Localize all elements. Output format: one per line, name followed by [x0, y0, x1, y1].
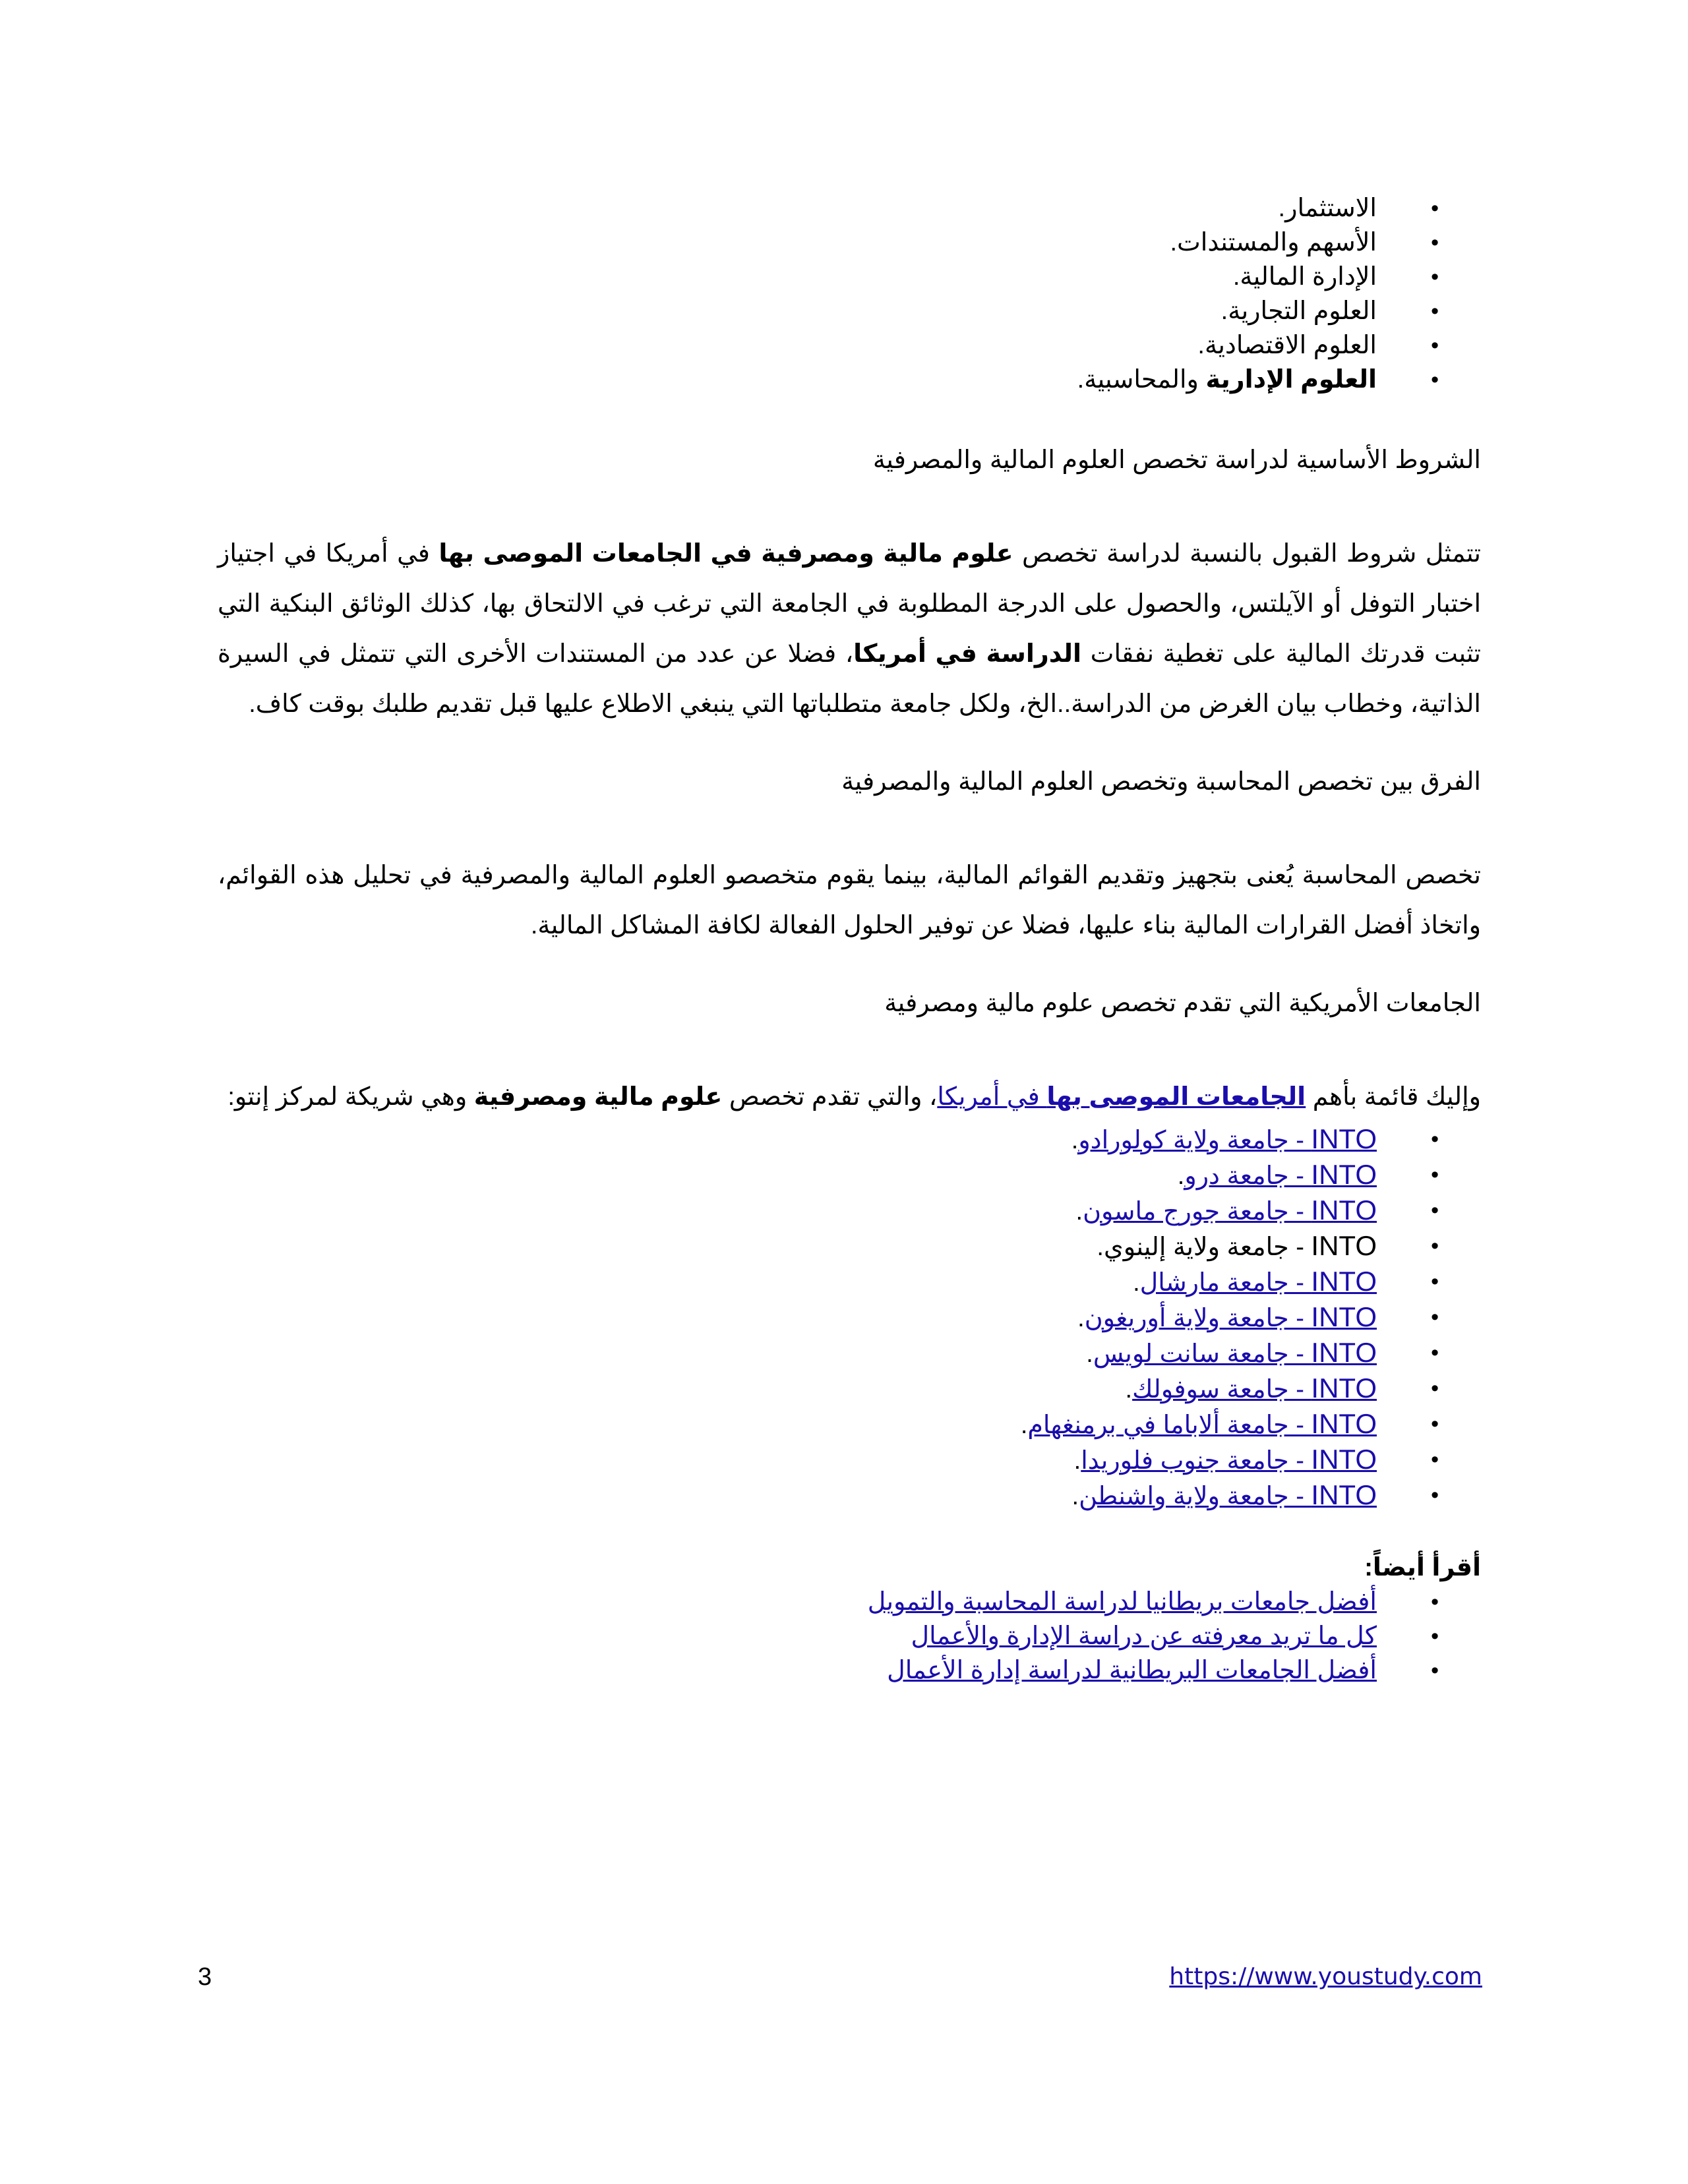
text-run: ، والتي تقدم تخصص	[722, 1083, 938, 1111]
university-name: - جامعة مارشال	[1139, 1269, 1311, 1297]
list-item: • INTO - جامعة سوفولك.	[218, 1371, 1481, 1407]
page-footer	[0, 1963, 1688, 2003]
list-item: • العلوم التجارية.	[218, 294, 1481, 328]
list-item: • الاستثمار.	[218, 191, 1481, 225]
text-run: تتمثل شروط القبول بالنسبة لدراسة تخصص	[1013, 540, 1482, 568]
university-name: - جامعة جورج ماسون	[1083, 1198, 1311, 1225]
list-item: • INTO - جامعة ولاية كولورادو.	[218, 1122, 1481, 1158]
into-label: INTO	[1311, 1337, 1377, 1368]
list-item-text: والمحاسبية.	[1077, 366, 1206, 394]
text-run: في أمريكا في اجتياز اختبار التوفل أو الآيلتس، والحصول على الدرجة المطلوبة في الجامعة التي ترغب في الالتحاق بها، كذلك الوثائق البنكية التي تثبت قدرتك المالية على تغطية نفقات	[218, 540, 1481, 668]
section-heading-universities: الجامعات الأمريكية التي تقدم تخصص علوم مالية ومصرفية	[884, 989, 1481, 1017]
bold-text: الدراسة في أمريكا	[853, 640, 1082, 668]
university-link[interactable]	[1084, 1301, 1377, 1332]
bold-text: العلوم الإدارية	[1205, 366, 1377, 394]
section-heading-difference: الفرق بين تخصص المحاسبة وتخصص العلوم المالية والمصرفية	[841, 768, 1481, 796]
read-also-title: أقرأ أيضاً:	[1364, 1554, 1481, 1581]
university-link[interactable]	[1139, 1266, 1377, 1297]
majors-list	[218, 191, 1481, 397]
university-link[interactable]	[1078, 1123, 1377, 1154]
paragraph-requirements	[218, 529, 1481, 729]
university-link[interactable]	[1081, 1444, 1377, 1475]
bold-text: علوم مالية ومصرفية في الجامعات الموصى بها	[438, 540, 1013, 568]
university-name: - جامعة سوفولك	[1132, 1376, 1311, 1403]
into-universities-list	[218, 1122, 1481, 1514]
into-label: INTO	[1311, 1230, 1377, 1261]
list-item: • INTO - جامعة ألاباما في برمنغهام.	[218, 1407, 1481, 1442]
list-item	[218, 363, 1481, 397]
text-run: وهي شريكة لمركز إنتو:	[227, 1083, 474, 1111]
university-name: - جامعة سانت لويس	[1093, 1340, 1311, 1368]
list-item: • INTO - جامعة ولاية إلينوي.	[218, 1229, 1481, 1264]
university-link[interactable]	[1184, 1159, 1377, 1190]
university-name: - جامعة ولاية واشنطن	[1079, 1483, 1311, 1510]
text-run: ، فضلا عن عدد من المستندات الأخرى التي تتمثل في السيرة الذاتية، وخطاب بيان الغرض من الدراسة..الخ، ولكل جامعة متطلباتها التي ينبغي الاطلاع عليها قبل تقديم طلبك بوقت كاف.	[218, 640, 1481, 718]
university-name: - جامعة ولاية أوريغون	[1084, 1305, 1311, 1332]
into-label: INTO	[1311, 1159, 1377, 1190]
list-item: • INTO - جامعة مارشال.	[218, 1264, 1481, 1300]
into-label: INTO	[1311, 1266, 1377, 1297]
university-name: - جامعة درو	[1184, 1162, 1311, 1190]
paragraph-universities-intro	[218, 1072, 1481, 1122]
into-label: INTO	[1311, 1123, 1377, 1154]
recommended-universities-link[interactable]	[937, 1083, 1306, 1111]
university-name: - جامعة جنوب فلوريدا	[1081, 1447, 1311, 1475]
university-link[interactable]	[1083, 1195, 1377, 1225]
read-also-link[interactable]: أفضل جامعات بريطانيا لدراسة المحاسبة والتمويل	[867, 1588, 1377, 1616]
document-page	[218, 191, 1481, 1688]
university-link[interactable]	[1093, 1337, 1377, 1368]
into-label: INTO	[1311, 1301, 1377, 1332]
university-name: - جامعة ألاباما في برمنغهام	[1027, 1411, 1311, 1439]
text-run: وإليك قائمة بأهم	[1306, 1083, 1481, 1111]
university-link[interactable]	[1132, 1372, 1377, 1403]
list-item: • INTO - جامعة درو.	[218, 1158, 1481, 1193]
into-label: INTO	[1311, 1195, 1377, 1225]
list-item: • العلوم الاقتصادية.	[218, 328, 1481, 363]
list-item	[218, 1619, 1481, 1653]
list-item	[218, 1585, 1481, 1619]
footer-website-link[interactable]: https://www.youstudy.com	[1169, 1963, 1482, 1990]
section-heading-requirements: الشروط الأساسية لدراسة تخصص العلوم المالية والمصرفية	[872, 446, 1481, 474]
list-item: • INTO - جامعة ولاية أوريغون.	[218, 1300, 1481, 1336]
list-item: • INTO - جامعة سانت لويس.	[218, 1336, 1481, 1371]
university-link[interactable]	[1027, 1408, 1377, 1439]
page-number: 3	[198, 1963, 212, 1991]
list-item: • الأسهم والمستندات.	[218, 225, 1481, 260]
into-label: INTO	[1311, 1372, 1377, 1403]
link-text: في أمريكا	[937, 1083, 1047, 1111]
list-item: • الإدارة المالية.	[218, 260, 1481, 294]
read-also-link[interactable]: كل ما تريد معرفته عن دراسة الإدارة والأعمال	[911, 1622, 1377, 1650]
list-item: • INTO - جامعة جنوب فلوريدا.	[218, 1442, 1481, 1478]
list-item	[218, 1653, 1481, 1688]
link-bold-text: الجامعات الموصى بها	[1046, 1083, 1306, 1111]
into-label: INTO	[1311, 1444, 1377, 1475]
list-item: • INTO - جامعة ولاية واشنطن.	[218, 1478, 1481, 1514]
bold-text: علوم مالية ومصرفية	[473, 1083, 723, 1111]
paragraph-difference: تخصص المحاسبة يُعنى بتجهيز وتقديم القوائم المالية، بينما يقوم متخصصو العلوم المالية والمصرفية في تحليل هذه القوائم، واتخاذ أفضل القرارات المالية بناء عليها، فضلا عن توفير الحلول الفعالة لكافة المشاكل المالية.	[218, 862, 1481, 939]
university-name: - جامعة ولاية كولورادو	[1078, 1127, 1311, 1154]
read-also-list	[218, 1585, 1481, 1688]
read-also-link[interactable]: أفضل الجامعات البريطانية لدراسة إدارة الأعمال	[887, 1657, 1377, 1684]
university-link[interactable]	[1079, 1479, 1377, 1510]
into-label: INTO	[1311, 1408, 1377, 1439]
into-label: INTO	[1311, 1479, 1377, 1510]
list-item: • INTO - جامعة جورج ماسون.	[218, 1193, 1481, 1229]
university-name: - جامعة ولاية إلينوي	[1103, 1233, 1311, 1261]
